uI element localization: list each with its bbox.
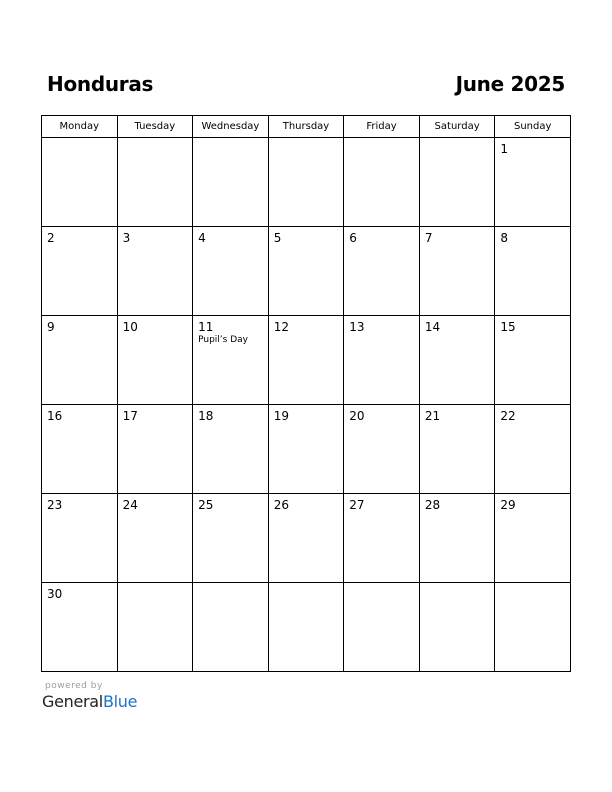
day-number: 29 <box>500 498 516 512</box>
brand-logo[interactable] <box>42 692 137 711</box>
day-number <box>269 138 344 142</box>
day-number: 14 <box>424 320 441 334</box>
day-cell <box>117 227 193 316</box>
day-cell <box>344 227 420 316</box>
day-number <box>193 583 268 587</box>
day-number: 25 <box>198 498 214 512</box>
day-cell <box>344 583 420 672</box>
weekday-header: Tuesday <box>117 116 193 138</box>
day-cell <box>495 405 571 494</box>
day-number <box>344 583 419 587</box>
day-number: 20 <box>349 409 365 423</box>
day-number: 2 <box>47 231 55 245</box>
day-cell <box>193 583 269 672</box>
weekday-header: Monday <box>42 116 118 138</box>
weekday-header: Thursday <box>268 116 344 138</box>
week-row <box>42 227 571 316</box>
weekday-header: Wednesday <box>193 116 269 138</box>
day-number: 15 <box>500 320 516 334</box>
week-row <box>42 494 571 583</box>
day-number: 16 <box>47 409 63 423</box>
day-number: 23 <box>47 498 63 512</box>
day-number: 17 <box>122 409 138 423</box>
day-number: 13 <box>349 320 365 334</box>
day-cell <box>117 583 193 672</box>
day-cell <box>344 138 420 227</box>
day-number: 24 <box>122 498 138 512</box>
day-number: 12 <box>273 320 289 334</box>
day-number: 5 <box>273 231 282 245</box>
day-number: 7 <box>424 231 433 245</box>
day-number: 6 <box>349 231 357 245</box>
calendar-grid <box>41 115 571 672</box>
day-number <box>495 583 570 587</box>
day-number: 3 <box>122 231 131 245</box>
day-cell <box>193 316 269 405</box>
day-cell <box>419 227 495 316</box>
day-cell <box>344 316 420 405</box>
day-number: 28 <box>424 498 441 512</box>
day-number: 19 <box>273 409 289 423</box>
day-number: 18 <box>198 409 214 423</box>
weekday-header: Sunday <box>495 116 571 138</box>
day-cell <box>419 583 495 672</box>
day-number: 8 <box>500 231 509 245</box>
day-number: 21 <box>424 409 441 423</box>
day-cell <box>419 138 495 227</box>
week-row <box>42 405 571 494</box>
brand-general: General <box>42 692 103 711</box>
day-number <box>420 583 495 587</box>
day-cell <box>344 494 420 583</box>
day-number: 30 <box>47 587 63 601</box>
day-cell <box>42 138 118 227</box>
day-cell <box>42 316 118 405</box>
day-cell <box>268 405 344 494</box>
day-cell <box>495 494 571 583</box>
day-number <box>42 138 117 142</box>
day-number: 26 <box>273 498 289 512</box>
powered-by-text: powered by <box>45 681 103 691</box>
day-cell <box>495 316 571 405</box>
day-cell <box>42 583 118 672</box>
country-title: Honduras <box>47 72 154 96</box>
day-cell <box>419 316 495 405</box>
day-cell <box>495 227 571 316</box>
day-cell <box>42 227 118 316</box>
month-title: June 2025 <box>455 72 565 96</box>
day-cell <box>495 138 571 227</box>
day-number: 22 <box>500 409 516 423</box>
day-cell <box>344 405 420 494</box>
weekday-header-row <box>42 116 571 138</box>
day-number <box>193 138 268 142</box>
day-cell <box>268 316 344 405</box>
day-cell <box>117 316 193 405</box>
day-number: 10 <box>122 320 138 334</box>
day-cell <box>193 494 269 583</box>
week-row <box>42 316 571 405</box>
day-cell <box>117 138 193 227</box>
day-cell <box>193 138 269 227</box>
day-number: 11 <box>198 320 214 334</box>
footer <box>42 681 137 711</box>
brand-blue: Blue <box>102 692 138 711</box>
day-cell <box>42 405 118 494</box>
week-row <box>42 583 571 672</box>
day-cell <box>117 405 193 494</box>
day-cell <box>268 583 344 672</box>
day-cell <box>42 494 118 583</box>
week-row <box>42 138 571 227</box>
day-number <box>118 138 193 142</box>
day-cell <box>419 405 495 494</box>
holiday-label: Pupil’s Day <box>198 335 248 345</box>
day-number: 4 <box>198 231 206 245</box>
day-number: 9 <box>47 320 55 334</box>
day-number <box>118 583 193 587</box>
day-number: 27 <box>349 498 365 512</box>
day-cell <box>495 583 571 672</box>
day-cell <box>419 494 495 583</box>
day-number <box>344 138 419 142</box>
day-number <box>420 138 495 142</box>
weekday-header: Saturday <box>419 116 495 138</box>
day-cell <box>193 405 269 494</box>
day-number: 1 <box>500 142 509 156</box>
day-cell <box>193 227 269 316</box>
day-cell <box>268 138 344 227</box>
day-cell <box>117 494 193 583</box>
day-number <box>269 583 344 587</box>
day-cell <box>268 227 344 316</box>
day-cell <box>268 494 344 583</box>
weekday-header: Friday <box>344 116 420 138</box>
